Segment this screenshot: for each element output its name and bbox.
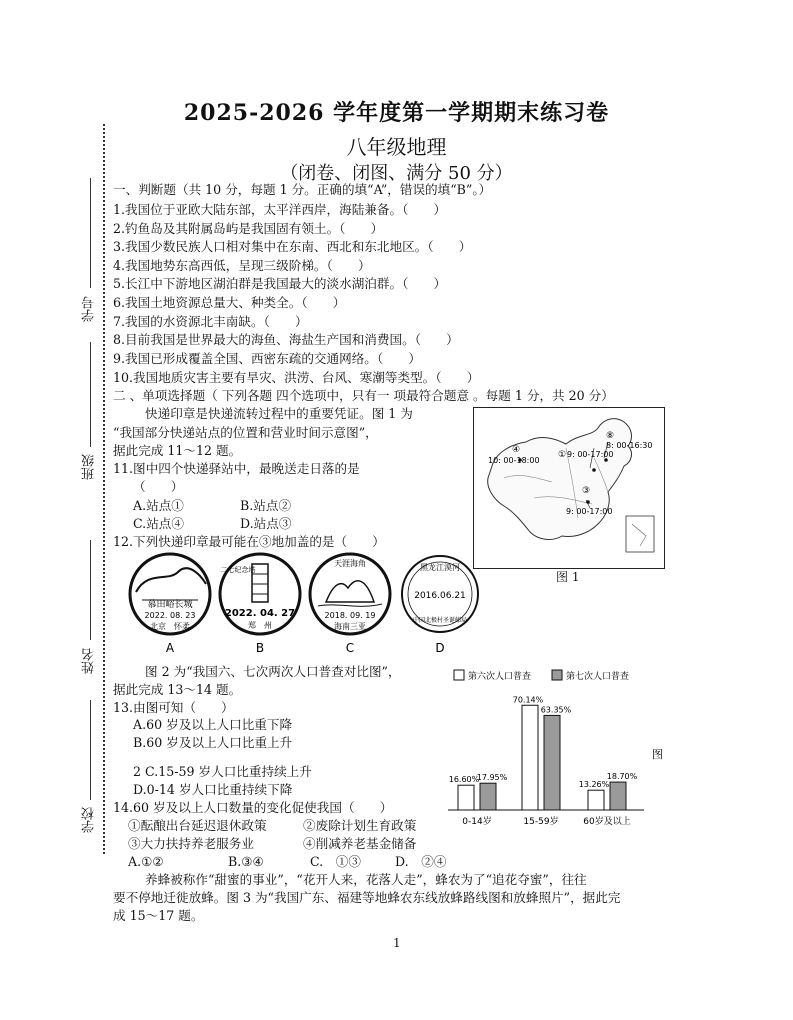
stamp-c-letter: C (345, 641, 355, 655)
judge-item-2: 2.钓鱼岛及其附属岛屿是我国固有领土。（ ） (113, 221, 384, 236)
xuehao-line (90, 178, 91, 288)
value-label-6th-2: 13.26% (578, 780, 610, 790)
tick-label-1: 15-59岁 (523, 817, 559, 827)
station-8-num: ⑧ (606, 431, 615, 441)
stamp-b-top: 二七纪念塔 (220, 566, 256, 574)
q14-item-2: ②废除计划生育政策 (303, 818, 417, 833)
q13-option-c: 2 C.15-59 岁人口比重持续上升 (133, 764, 312, 779)
intro-11-line3: 据此完成 11～12 题。 (113, 443, 242, 458)
stamp-b-place: 郑 州 (248, 621, 272, 630)
figure1-map (473, 407, 665, 569)
chart-bars (449, 695, 638, 810)
judge-item-6: 6.我国土地资源总量大、种类全。（ ） (113, 295, 346, 310)
judge-item-3: 3.我国少数民族人口相对集中在东南、西北和东北地区。（ ） (113, 239, 472, 254)
section1-heading: 一、判断题（共 10 分，每题 1 分。正确的填“A”，错误的填“B”。） (113, 182, 492, 197)
station-1-time: 9: 00-17:00 (567, 450, 614, 459)
stamp-a-letter: A (165, 641, 175, 655)
intro-15-line2: 要不停地迁徙放蜂。图 3 为“我国广东、福建等地蜂农东线放蜂路线图和放蜂照片”，据此完 (113, 890, 621, 905)
bar-6th-2 (588, 790, 604, 810)
intro-13-line1: 图 2 为“我国六、七次两次人口普查对比图”， (145, 664, 401, 679)
value-label-7th-0: 17.95% (476, 773, 508, 783)
stamp-d (402, 556, 478, 655)
intro-13-line2: 据此完成 13～14 题。 (113, 682, 242, 697)
legend-label-6th: 第六次人口普查 (468, 672, 532, 682)
question-12: 12.下列快递印章最可能在③地加盖的是（ ） (113, 534, 385, 549)
intro-15-line1: 养蜂被称作“甜蜜的事业”，“花开人来，花落人走”，蜂农为了“追花夺蜜”，往往 (145, 872, 587, 887)
judge-item-5: 5.长江中下游地区湖泊群是我国最大的淡水湖泊群。（ ） (113, 276, 447, 291)
intro-11-line2: “我国部分快递站点的位置和营业时间示意图”， (113, 425, 378, 440)
judge-item-7: 7.我国的水资源北丰南缺。（ ） (113, 314, 308, 329)
stamp-c-place: 海南三亚 (334, 622, 366, 631)
tick-label-0: 0-14岁 (462, 817, 492, 827)
station-4-num: ④ (512, 445, 521, 455)
value-label-7th-1: 63.35% (540, 705, 572, 715)
stamp-c (310, 554, 390, 655)
stamp-d-top: 黑龙江漠河 (420, 563, 460, 572)
question-11-blank: （ ） (133, 479, 184, 494)
xingming-line (90, 540, 91, 640)
judge-item-4: 4.我国地势东高西低，呈现三级阶梯。（ ） (113, 258, 371, 273)
q14-option-b: B.③④ (228, 854, 264, 869)
stamp-c-date: 2018. 09. 19 (324, 611, 376, 620)
intro-15-line3: 成 15～17 题。 (113, 908, 204, 923)
value-label-7th-2: 18.70% (606, 772, 638, 782)
judge-item-10: 10.我国地质灾害主要有旱灾、洪涝、台风、寒潮等类型。（ ） (113, 370, 480, 385)
q13-option-d: D.0-14 岁人口比重持续下降 (133, 782, 293, 797)
stamp-b-date: 2022. 04. 27 (224, 608, 296, 619)
judge-item-8: 8.目前我国是世界最大的海鱼、海盐生产国和消费国。（ ） (113, 332, 459, 347)
q14-item-3: ③大力扶持养老服务业 (128, 836, 254, 851)
stamp-b-letter: B (255, 641, 265, 655)
chart-tick-labels (462, 815, 630, 827)
xingming-label: 姓名 (82, 648, 97, 674)
xuexiao-label: 学校 (82, 807, 97, 833)
census-chart-svg (440, 664, 670, 834)
stamp-d-place: 中国北极村圣诞邮局 (412, 617, 468, 624)
stamps-svg (128, 552, 488, 662)
figure1-caption: 图 1 (556, 570, 580, 584)
station-8-time: 8: 00-16:30 (606, 441, 653, 450)
stamp-row (128, 552, 488, 662)
judge-item-1: 1.我国位于亚欧大陆东部，太平洋西岸，海陆兼备。（ ） (113, 202, 447, 217)
exam-subject: 八年级地理 (346, 135, 447, 159)
exam-rules: （闭卷、闭图、满分 50 分） (280, 163, 513, 184)
q11-option-d: D.站点③ (240, 516, 292, 531)
station-1-num: ① (558, 450, 567, 460)
q14-option-c: C. ①③ (310, 854, 361, 869)
tick-label-2: 60岁及以上 (583, 817, 631, 827)
intro-11-line1: 快递印章是快递流转过程中的重要凭证。图 1 为 (145, 406, 413, 421)
bar-7th-1 (544, 715, 560, 810)
bar-7th-2 (610, 782, 626, 810)
stamp-b (220, 554, 300, 655)
q14-option-d: D. ②④ (395, 854, 447, 869)
q13-option-a: A.60 岁及以上人口比重下降 (133, 717, 293, 732)
value-label-6th-0: 16.60% (448, 775, 480, 785)
stamp-d-date: 2016.06.21 (414, 591, 466, 601)
stamp-a-top: 慕田峪长城 (147, 600, 193, 610)
bar-6th-1 (522, 705, 538, 810)
q14-item-4: ④削减养老基金储备 (303, 836, 417, 851)
q14-option-a: A.①② (128, 854, 164, 869)
stamp-d-letter: D (435, 641, 445, 655)
legend-swatch-7th (552, 670, 562, 680)
banji-label: 班级 (82, 454, 97, 480)
xuehao-label: 学号 (82, 296, 97, 322)
stamp-a-date: 2022. 08. 23 (144, 611, 196, 620)
china-map-svg (474, 408, 664, 568)
station-3-num: ③ (582, 486, 591, 496)
figure2-chart (440, 664, 670, 834)
question-14: 14.60 岁及以上人口数量的变化促使我国（ ） (113, 800, 393, 815)
exam-title: 2025-2026 学年度第一学期期末练习卷 (183, 100, 610, 126)
value-label-6th-1: 70.14% (512, 695, 544, 705)
station-4-time: 10: 00-18:00 (488, 456, 540, 465)
stamp-a (130, 554, 210, 655)
section2-heading: 二 、单项选择题（ 下列各题 四个选项中，只有一 项最符合题意 。每题 1 分，共 20 分） (113, 388, 614, 403)
judge-item-9: 9.我国已形成覆盖全国、西密东疏的交通网络。（ ） (113, 351, 421, 366)
q11-option-b: B.站点② (240, 498, 292, 513)
q11-option-a: A.站点① (133, 498, 184, 513)
station-3-time: 9: 00-17:00 (566, 507, 613, 516)
question-11: 11.图中四个快递驿站中，最晚送走日落的是 (113, 461, 360, 476)
bar-6th-0 (458, 785, 474, 810)
chart-legend (454, 670, 629, 682)
q14-item-1: ①酝酿出台延迟退休政策 (128, 818, 267, 833)
legend-swatch-6th (454, 670, 464, 680)
q11-option-c: C.站点④ (133, 516, 184, 531)
stamp-a-place: 北京 怀柔 (150, 622, 190, 631)
banji-line (90, 342, 91, 447)
legend-label-7th: 第七次人口普查 (566, 672, 630, 682)
bar-7th-0 (480, 783, 496, 810)
question-13: 13.由图可知（ ） (113, 700, 234, 715)
chart-side-label: 图 (652, 748, 663, 761)
stamp-c-top: 天涯海角 (334, 559, 366, 568)
page-number: 1 (393, 936, 401, 950)
binding-dotted-line (103, 124, 105, 854)
q13-option-b: B.60 岁及以上人口比重上升 (133, 735, 293, 750)
xuexiao-line (90, 700, 91, 800)
